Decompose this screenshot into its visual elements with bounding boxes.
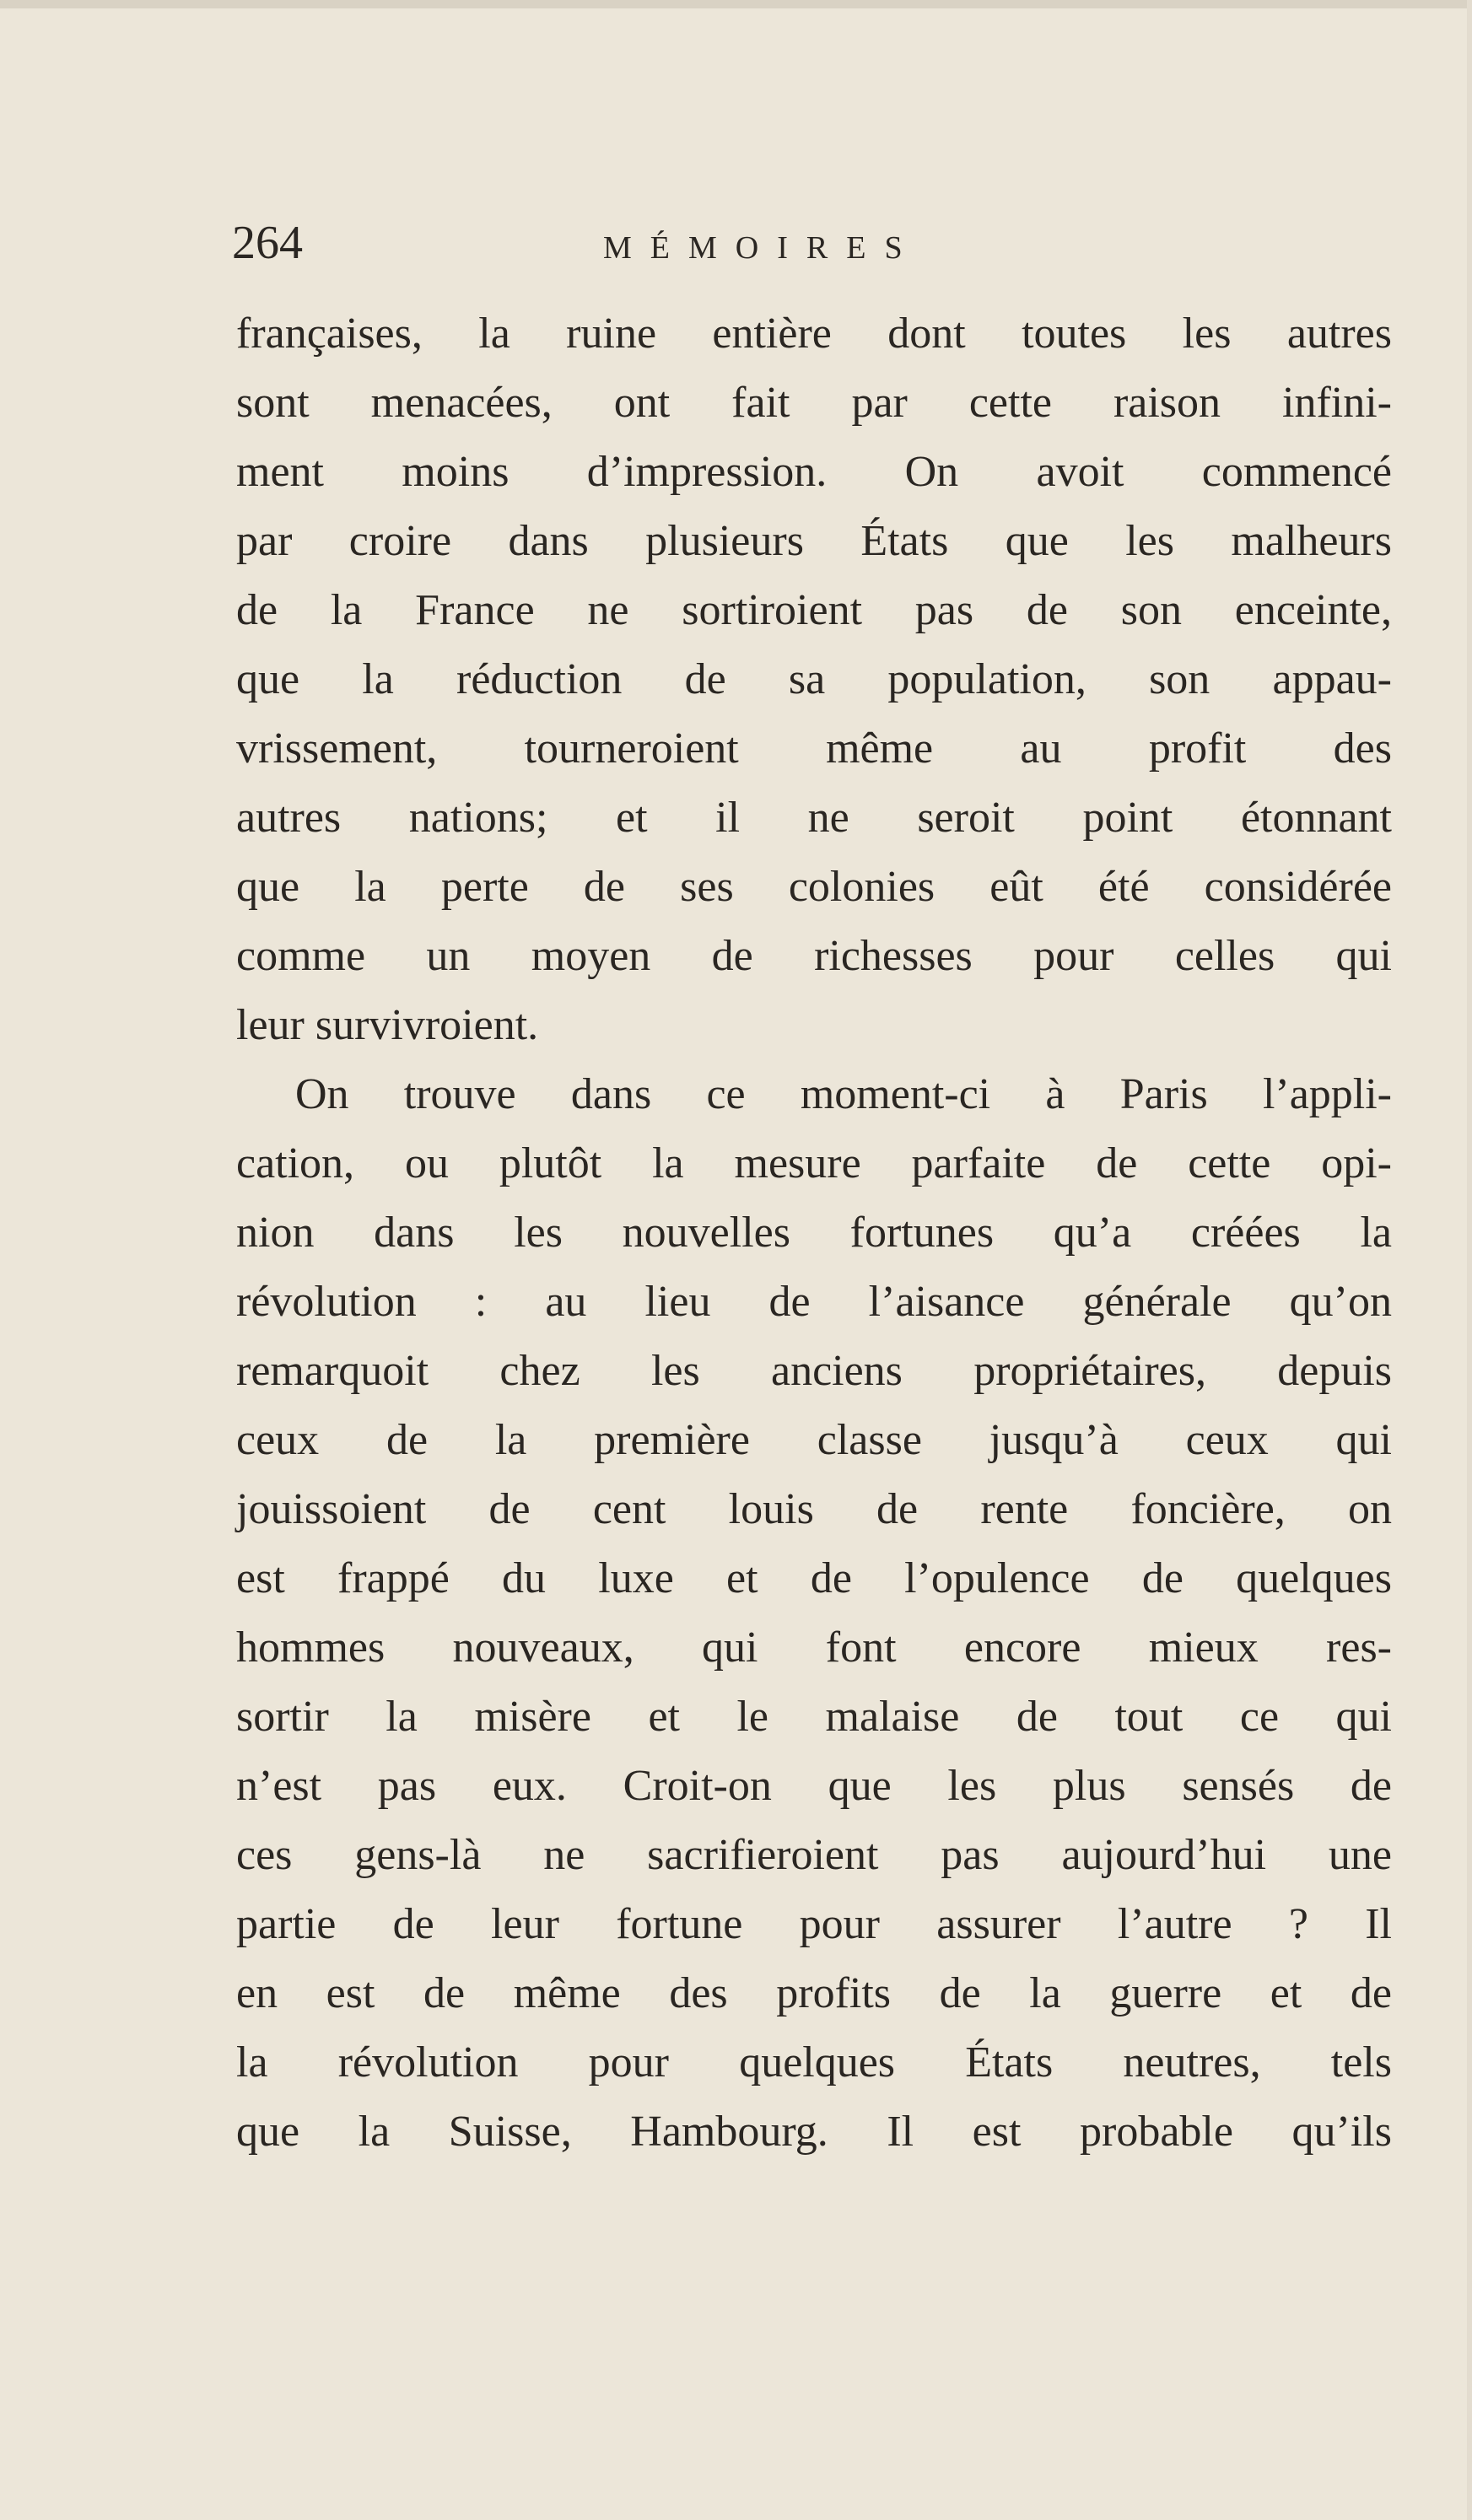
text-line: n’est pas eux. Croit-on que les plus sensés de bbox=[236, 1762, 1392, 1810]
text-line: sont menacées, ont fait par cette raison infini- bbox=[236, 379, 1392, 427]
text-line: sortir la misère et le malaise de tout ce qui bbox=[236, 1693, 1392, 1741]
text-line-indented: On trouve dans ce moment-ci à Paris l’appli- bbox=[295, 1070, 1392, 1118]
text-line: partie de leur fortune pour assurer l’autre ? Il bbox=[236, 1900, 1392, 1948]
text-line: remarquoit chez les anciens propriétaires, depuis bbox=[236, 1347, 1392, 1395]
text-line: que la Suisse, Hambourg. Il est probable qu’ils bbox=[236, 2108, 1392, 2156]
text-line: ceux de la première classe jusqu’à ceux qui bbox=[236, 1416, 1392, 1464]
text-line: la révolution pour quelques États neutres, tels bbox=[236, 2038, 1392, 2087]
text-line: vrissement, tourneroient même au profit des bbox=[236, 724, 1392, 773]
text-line: jouissoient de cent louis de rente foncière, on bbox=[236, 1485, 1392, 1533]
text-line: que la perte de ses colonies eût été considérée bbox=[236, 863, 1392, 911]
body-text bbox=[236, 299, 1392, 2167]
page-number: 264 bbox=[232, 217, 303, 269]
text-line: ces gens-là ne sacrifieroient pas aujourd’hui une bbox=[236, 1831, 1392, 1879]
text-line: révolution : au lieu de l’aisance générale qu’on bbox=[236, 1278, 1392, 1326]
text-line: françaises, la ruine entière dont toutes les autres bbox=[236, 310, 1392, 358]
text-line: par croire dans plusieurs États que les malheurs bbox=[236, 517, 1392, 565]
text-line: cation, ou plutôt la mesure parfaite de cette opi- bbox=[236, 1139, 1392, 1187]
text-line: que la réduction de sa population, son appau- bbox=[236, 655, 1392, 703]
page-header bbox=[232, 211, 1388, 278]
text-line: comme un moyen de richesses pour celles qui bbox=[236, 932, 1392, 980]
page-right-edge bbox=[1467, 0, 1472, 2520]
text-line: de la France ne sortiroient pas de son enceinte, bbox=[236, 586, 1392, 634]
text-line: en est de même des profits de la guerre et de bbox=[236, 1969, 1392, 2017]
text-line: autres nations; et il ne seroit point étonnant bbox=[236, 794, 1392, 842]
running-title: MÉMOIRES bbox=[603, 230, 921, 266]
text-line: hommes nouveaux, qui font encore mieux res- bbox=[236, 1623, 1392, 1672]
text-line: est frappé du luxe et de l’opulence de quelques bbox=[236, 1554, 1392, 1602]
page-top-edge bbox=[0, 0, 1472, 8]
text-line: ment moins d’impression. On avoit commencé bbox=[236, 448, 1392, 496]
text-line-last: leur survivroient. bbox=[236, 1001, 539, 1049]
text-line: nion dans les nouvelles fortunes qu’a créées la bbox=[236, 1209, 1392, 1257]
